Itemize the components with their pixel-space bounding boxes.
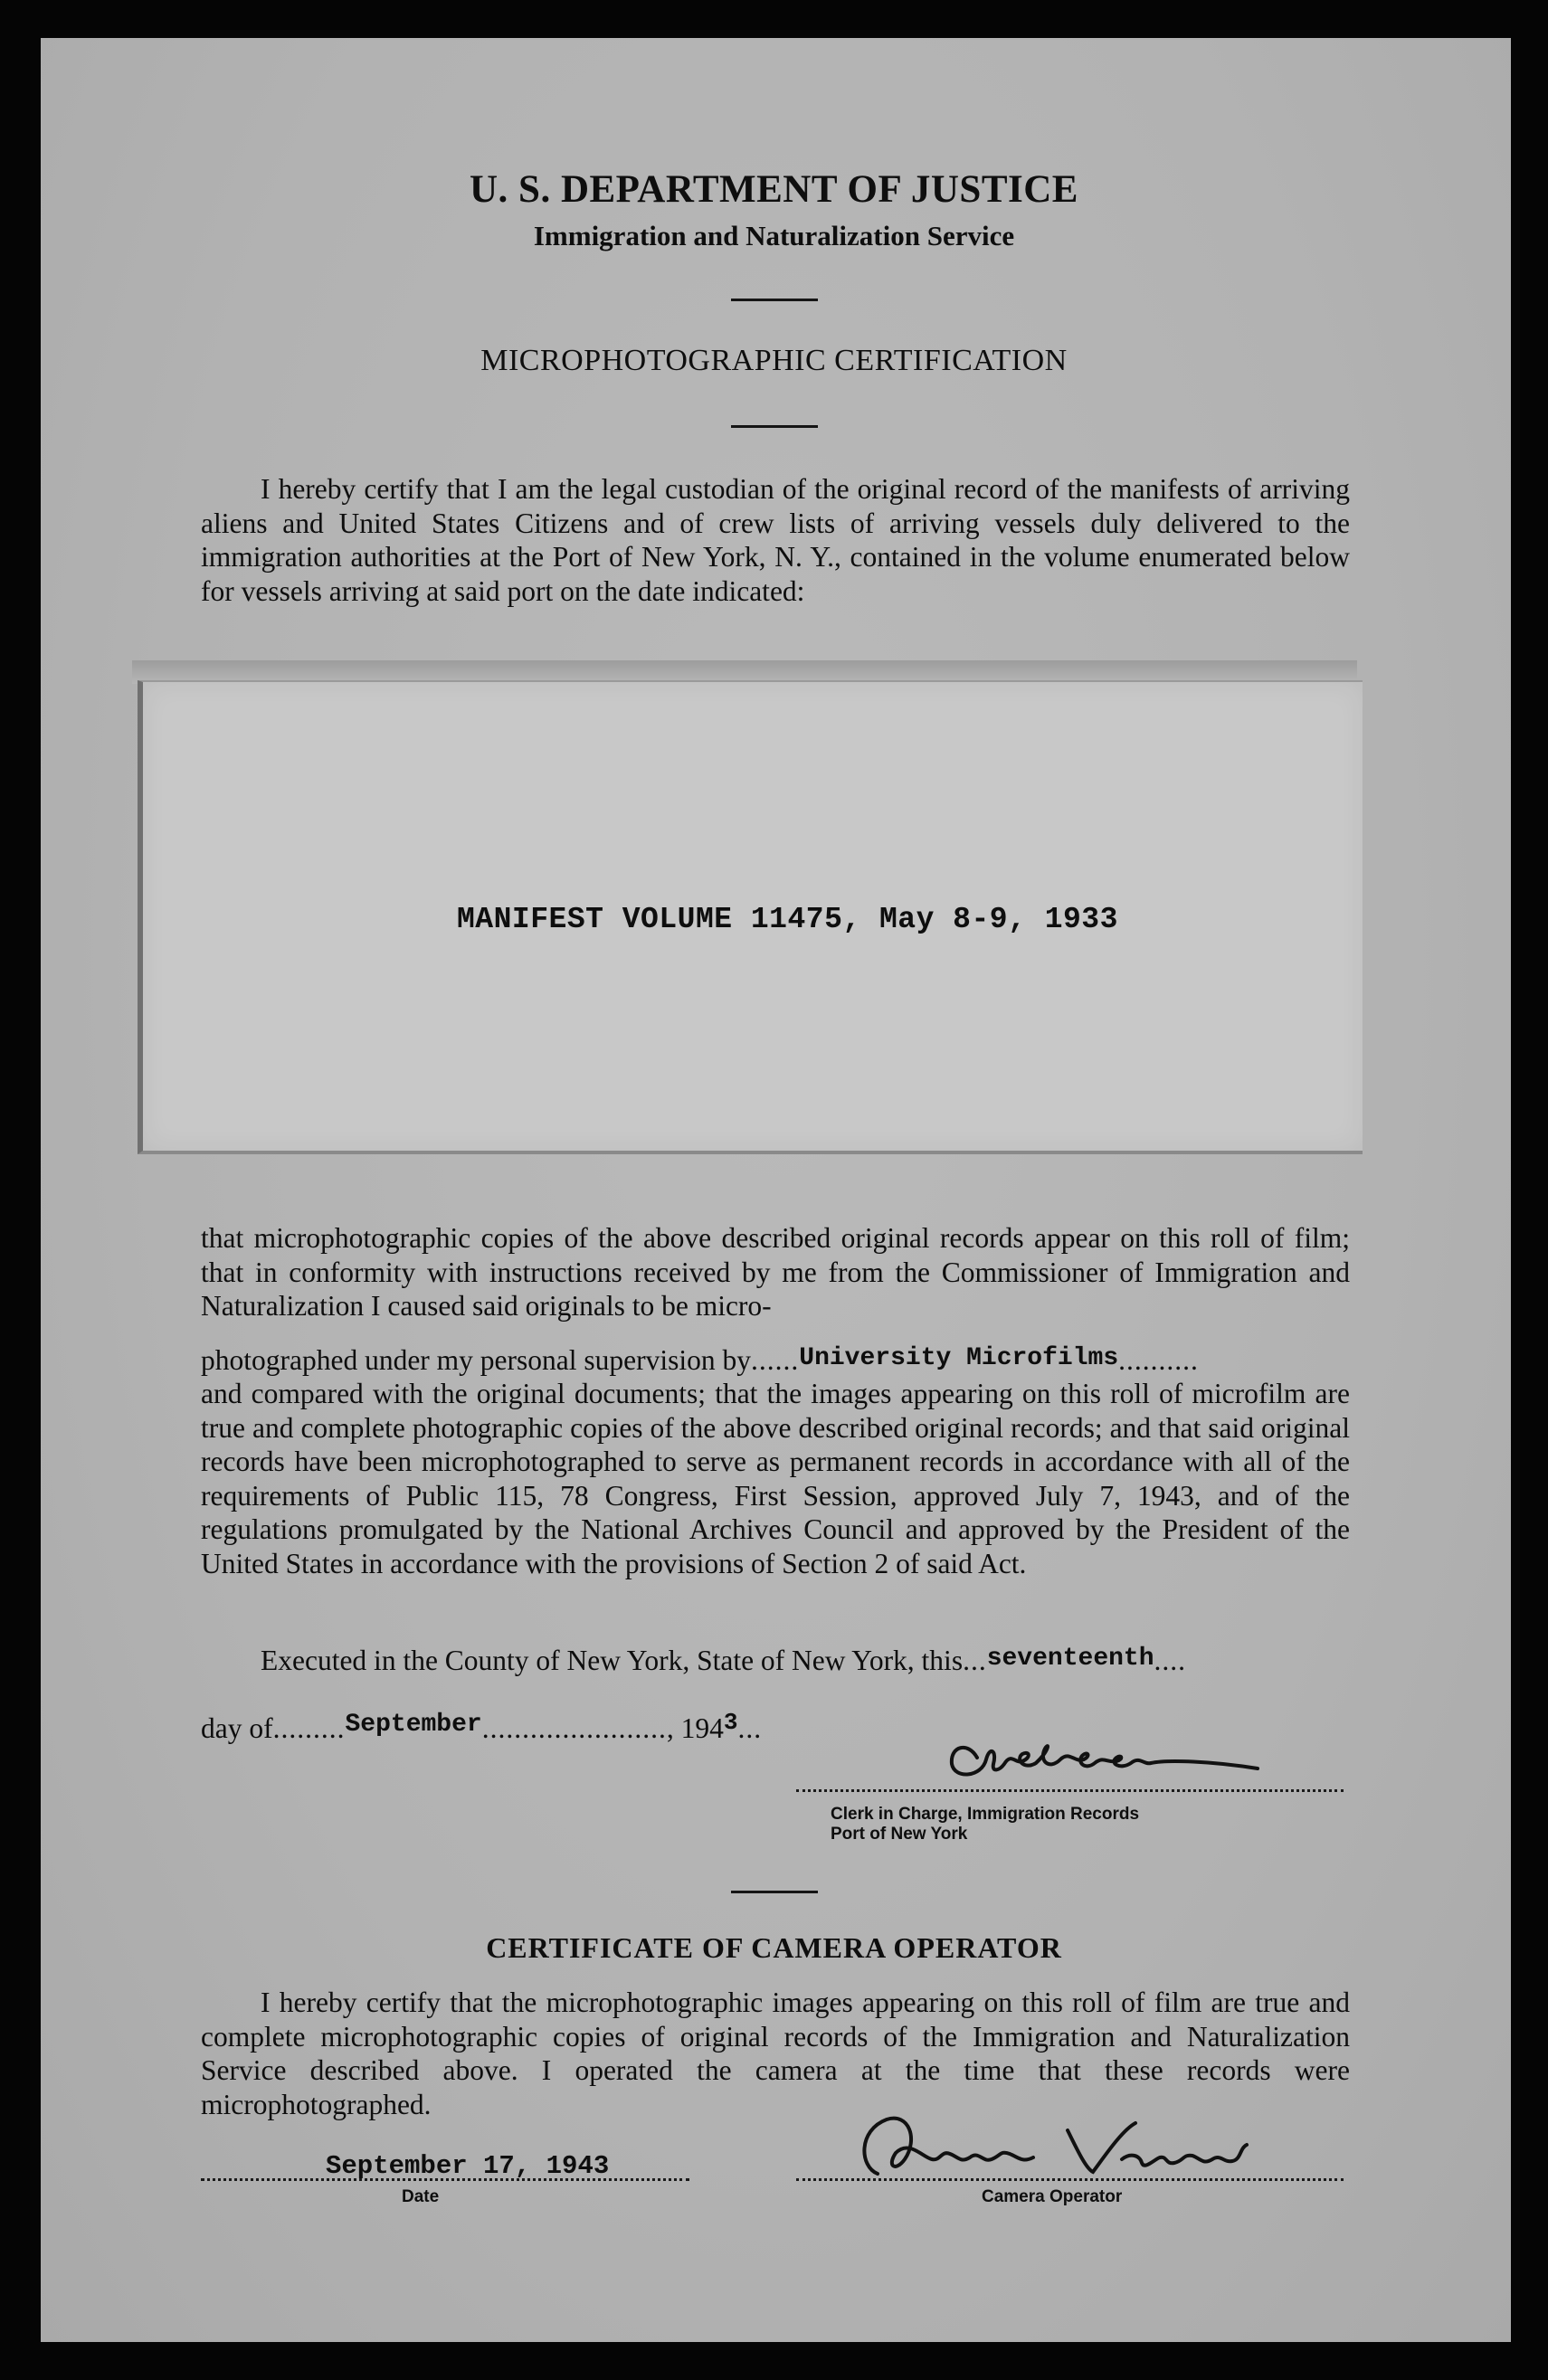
service-subheading: Immigration and Naturalization Service [533, 220, 1015, 251]
divider-rule [731, 1891, 818, 1893]
clerk-signature [914, 1723, 1339, 1796]
clerk-title: Clerk in Charge, Immigration Records [831, 1805, 1140, 1824]
day-value: seventeenth [986, 1645, 1154, 1673]
clerk-caption [831, 1805, 1139, 1844]
supervision-line: photographed under my personal supervision by......University Microfilms.......... [201, 1344, 1199, 1376]
camera-operator-title: CERTIFICATE OF CAMERA OPERATOR [486, 1931, 1062, 1964]
operator-date-value: September 17, 1943 [326, 2151, 610, 2181]
department-heading: U. S. DEPARTMENT OF JUSTICE [469, 168, 1078, 211]
certification-body-2: and compared with the original documents; that the images appearing on this roll of microfilm are true and complete photographic copies of the above described original records; and that said original records have been microphotographed to serve as permanent records in accordance with all of the requirements of Public 115, 78 Congress, First Session, approved July 7, 1943, and of the regulations promulgated by the National Archives Council and approved by the President of the United States in accordance with the provisions of Section 2 of said Act. [201, 1378, 1350, 1579]
executed-line: Executed in the County of New York, State of New York, this...seventeenth.... [261, 1645, 1187, 1676]
date-line [201, 2178, 689, 2181]
supervisor-value: University Microfilms [799, 1344, 1119, 1372]
certification-body-1: that microphotographic copies of the above described original records appear on this roll of film; that in conformity with instructions received by me from the Commissioner of Immigration and Naturalization I caused said originals to be micro- [201, 1222, 1350, 1322]
manifest-volume-label: MANIFEST VOLUME 11475, May 8-9, 1933 [457, 903, 1118, 936]
month-value: September [345, 1711, 482, 1739]
day-of-label: day of [201, 1712, 273, 1744]
clerk-port: Port of New York [831, 1825, 968, 1844]
executed-prefix: Executed in the County of New York, State of New York, this [261, 1645, 964, 1676]
year-digit: 3 [723, 1709, 738, 1736]
year-prefix: , 194 [666, 1712, 724, 1744]
certification-title: MICROPHOTOGRAPHIC CERTIFICATION [480, 344, 1068, 377]
camera-operator-label: Camera Operator [982, 2187, 1123, 2206]
operator-signature-line [796, 2178, 1344, 2181]
clerk-signature-line [796, 1789, 1344, 1792]
custodian-statement: I hereby certify that I am the legal custodian of the original record of the manifests of arriving aliens and United States Citizens and of crew lists of arriving vessels duly delivered to the immigration authorities at the Port of New York, N. Y., contained in the volume enumerated below for vessels arriving at said port on the date indicated: [201, 473, 1350, 607]
divider-rule [731, 425, 818, 428]
divider-rule [731, 299, 818, 301]
supervision-prefix: photographed under my personal supervision by [201, 1344, 752, 1376]
operator-signature [823, 2103, 1294, 2189]
date-label: Date [402, 2187, 440, 2206]
camera-operator-statement: I hereby certify that the microphotographic images appearing on this roll of film are true and complete microphotographic copies of original records of the Immigration and Naturalization Service described above. I operated the camera at the time that these records were microphotographed. [201, 1986, 1350, 2120]
day-of-line: day of.........September......................., $194^3$... [201, 1709, 763, 1744]
